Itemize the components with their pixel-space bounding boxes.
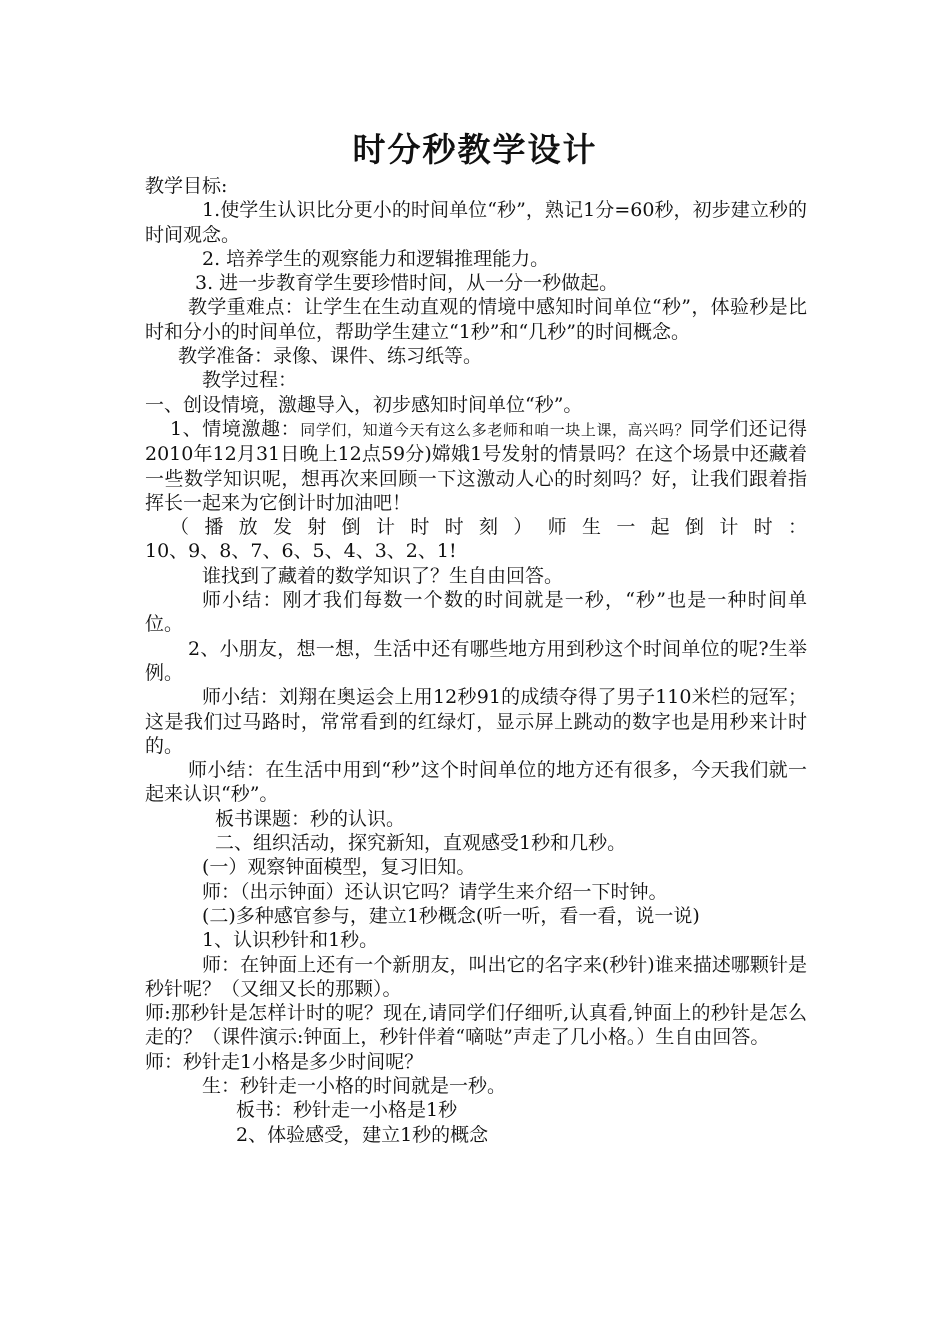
- situation-greeting: 同学们，知道今天有这么多老师和咱一块上课，高兴吗？: [300, 420, 691, 439]
- goals-heading: 教学目标:: [145, 175, 228, 197]
- part-1-heading: (一）观察钟面模型，复习旧知。: [202, 856, 476, 879]
- goal-2: 2. 培养学生的观察能力和逻辑推理能力。: [202, 247, 550, 270]
- student-answer: 生：秒针走一小格的时间就是一秒。: [202, 1074, 507, 1097]
- document-title: 时分秒教学设计: [352, 130, 598, 169]
- teacher-summary-1: 师小结：刚才我们每数一个数的时间就是一秒，“秒”也是一种时间单位。: [145, 589, 807, 636]
- board-topic: 板书课题：秒的认识。: [215, 807, 406, 830]
- board-second: 板书：秒针走一小格是1秒: [236, 1099, 458, 1122]
- teaching-difficulty: 教学重难点：让学生在生动直观的情境中感知时间单位“秒”，体验秒是比时和分小的时间单位，帮助学生建立“1秒”和“几秒”的时间概念。: [145, 296, 807, 343]
- teacher-how-timing: 师:那秒针是怎样计时的呢？现在,请同学们仔细听,认真看,钟面上的秒针是怎么走的？（课件演示:钟面上，秒针伴着“嘀哒”声走了几小格。）生自由回答。: [145, 1002, 807, 1049]
- part-2-heading: (二)多种感官参与，建立1秒概念(听一听，看一看，说一说): [202, 904, 700, 927]
- document-body: [145, 174, 807, 1147]
- teacher-summary-2: 师小结：刘翔在奥运会上用12秒91的成绩夺得了男子110米栏的冠军；这是我们过马路时，常常看到的红绿灯，显示屏上跳动的数字也是用秒来计时的。: [145, 686, 807, 757]
- teaching-preparation: 教学准备：录像、课件、练习纸等。: [178, 345, 483, 368]
- teacher-summary-3: 师小结：在生活中用到“秒”这个时间单位的地方还有很多，今天我们就一起来认识“秒”。: [145, 759, 807, 806]
- teacher-clock-line: 师：（出示钟面）还认识它吗？请学生来介绍一下时钟。: [202, 880, 668, 903]
- teacher-new-friend: 师：在钟面上还有一个新朋友，叫出它的名字来(秒针)谁来描述哪颗针是秒针呢？（又细又长的那颗）。: [145, 953, 807, 1000]
- situation-paragraph: [145, 417, 807, 515]
- situation-body: 同学们还记得2010年12月31日晚上12点59分)嫦娥1号发射的情景吗？在这个场景中还藏着一些数学知识呢，想再次来回顾一下这激动人心的时刻吗？好，让我们跟着指挥长一起来为它倒计时加油吧！: [145, 417, 807, 514]
- experience-item: 2、体验感受，建立1秒的概念: [236, 1123, 489, 1146]
- section-2-heading: 二、组织活动，探究新知，直观感受1秒和几秒。: [215, 832, 627, 855]
- goal-3: 3. 进一步教育学生要珍惜时间，从一分一秒做起。: [195, 272, 619, 295]
- who-found-line: 谁找到了藏着的数学知识了？生自由回答。: [202, 564, 564, 587]
- countdown-line: （播放发射倒计时时刻）师生一起倒计时：: [170, 516, 807, 539]
- situation-label: 1、情境激趣：: [170, 417, 301, 440]
- item-2-paragraph: 2、小朋友，想一想，生活中还有哪些地方用到秒这个时间单位的呢?生举例。: [145, 637, 807, 684]
- countdown-numbers: 10、9、8、7、6、5、4、3、2、1!: [145, 540, 457, 563]
- section-1-heading: 一、创设情境，激趣导入，初步感知时间单位“秒”。: [145, 393, 583, 416]
- goal-1: 1.使学生认识比分更小的时间单位“秒”，熟记1分=60秒，初步建立秒的时间观念。: [145, 199, 807, 246]
- know-second-hand: 1、认识秒针和1秒。: [202, 929, 379, 952]
- process-heading: 教学过程：: [202, 369, 298, 392]
- teacher-question: 师：秒针走1小格是多少时间呢？: [145, 1050, 424, 1073]
